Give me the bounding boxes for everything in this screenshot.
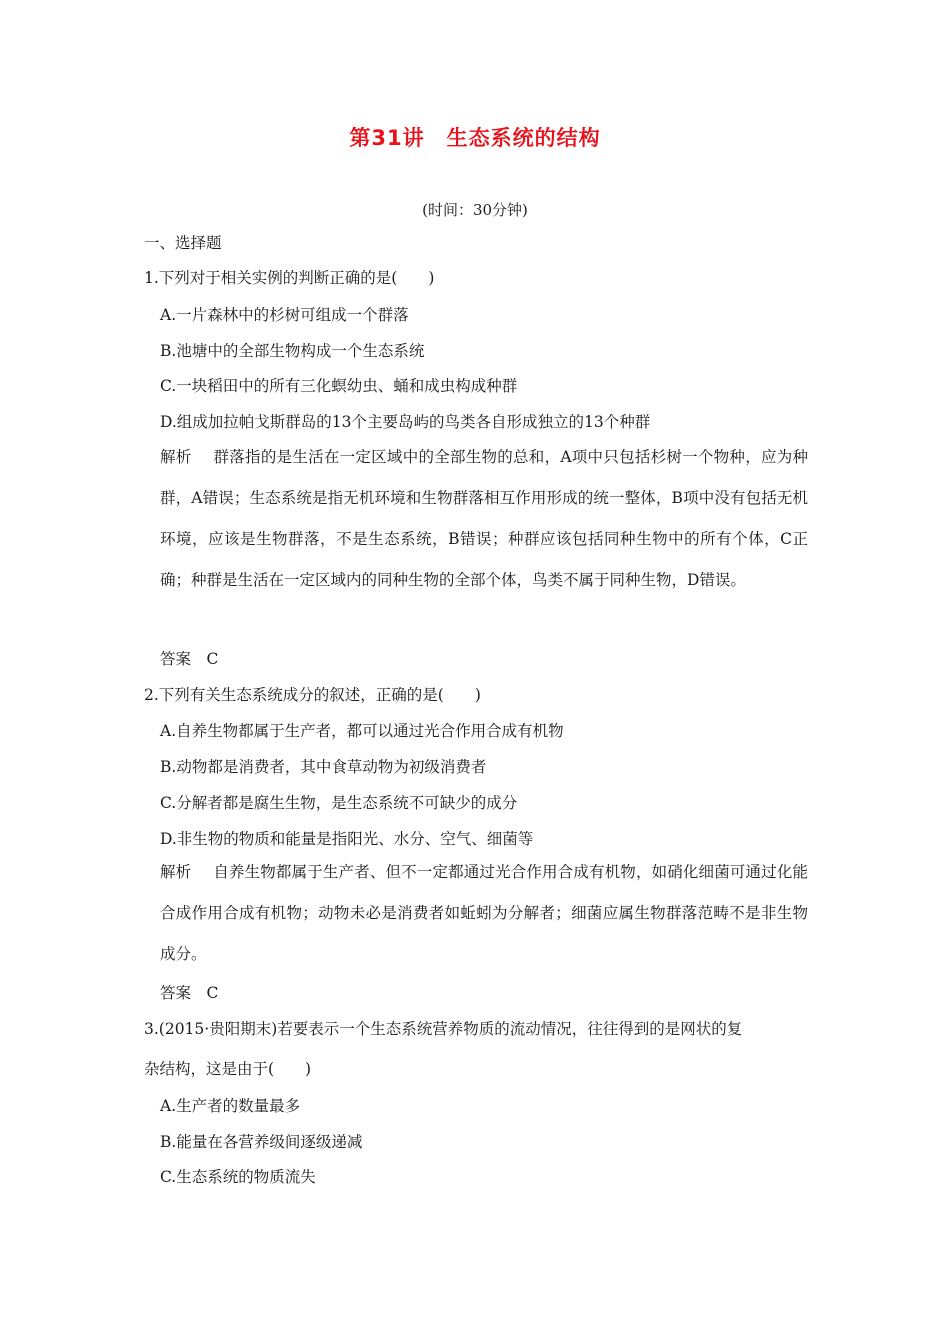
time-limit: (时间：30分钟) xyxy=(422,201,528,219)
question-3-option-b: B.能量在各营养级间逐级递减 xyxy=(160,1133,363,1151)
analysis-text: 自养生物都属于生产者、但不一定都通过光合作用合成有机物，如硝化细菌可通过化能合成作用合成有机物；动物未必是消费者如蚯蚓为分解者；细菌应属生物群落范畴不是非生物成分。 xyxy=(160,863,808,963)
question-2-option-d: D.非生物的物质和能量是指阳光、水分、空气、细菌等 xyxy=(160,830,534,848)
question-2-stem: 2.下列有关生态系统成分的叙述，正确的是( ) xyxy=(144,686,481,704)
question-1-option-d: D.组成加拉帕戈斯群岛的13个主要岛屿的鸟类各自形成独立的13个种群 xyxy=(160,413,651,431)
analysis-label: 解析 xyxy=(160,863,192,881)
question-3-option-c: C.生态系统的物质流失 xyxy=(160,1168,316,1186)
question-3-option-a: A.生产者的数量最多 xyxy=(160,1097,301,1115)
question-1-answer: 答案 C xyxy=(160,650,219,668)
page-title: 第31讲 生态系统的结构 xyxy=(349,126,601,150)
question-3-stem-line-1: 3.(2015·贵阳期末)若要表示一个生态系统营养物质的流动情况，往往得到的是网状的复 xyxy=(144,1020,743,1038)
question-2-option-a: A.自养生物都属于生产者，都可以通过光合作用合成有机物 xyxy=(160,722,564,740)
question-2-analysis xyxy=(160,852,808,975)
question-1-option-a: A.一片森林中的杉树可组成一个群落 xyxy=(160,306,409,324)
question-3-stem-line-2: 杂结构，这是由于( ) xyxy=(144,1060,312,1078)
analysis-label: 解析 xyxy=(160,448,192,466)
question-2-answer: 答案 C xyxy=(160,984,219,1002)
question-2-option-c: C.分解者都是腐生生物，是生态系统不可缺少的成分 xyxy=(160,794,518,812)
section-heading: 一、选择题 xyxy=(144,234,222,252)
question-1-option-b: B.池塘中的全部生物构成一个生态系统 xyxy=(160,342,425,360)
question-1-option-c: C.一块稻田中的所有三化螟幼虫、蛹和成虫构成种群 xyxy=(160,377,518,395)
analysis-text: 群落指的是生活在一定区域中的全部生物的总和，A项中只包括杉树一个物种，应为种群，A错误；生态系统是指无机环境和生物群落相互作用形成的统一整体，B项中没有包括无机环境，应该是生物群落，不是生态系统，B错误；种群应该包括同种生物中的所有个体，C正确；种群是生活在一定区域内的同种生物的全部个体，鸟类不属于同种生物，D错误。 xyxy=(160,448,808,589)
question-1-analysis xyxy=(160,437,808,601)
question-1-stem: 1.下列对于相关实例的判断正确的是( ) xyxy=(144,269,435,287)
question-2-option-b: B.动物都是消费者，其中食草动物为初级消费者 xyxy=(160,758,487,776)
